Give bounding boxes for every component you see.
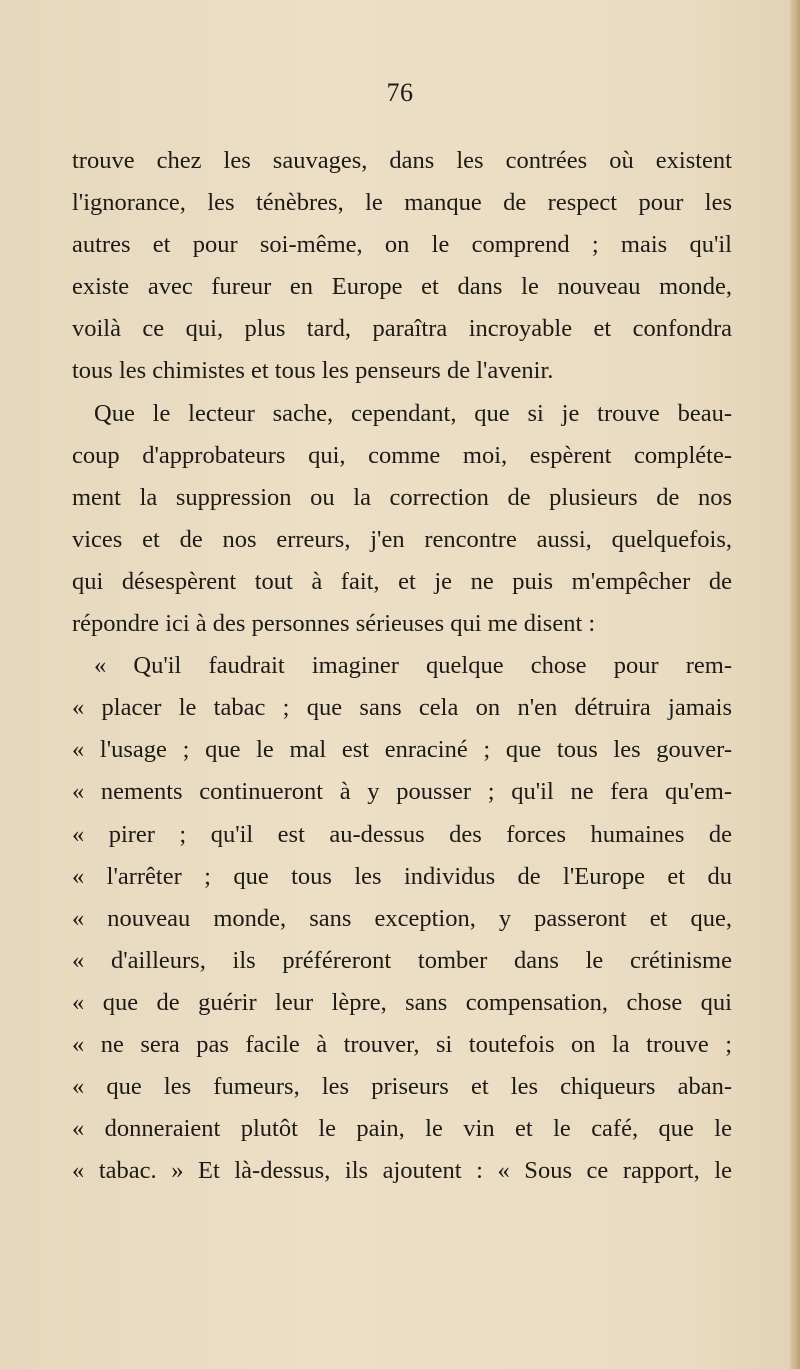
- text-line: voilà ce qui, plus tard, paraîtra incroyable et confondra: [72, 315, 732, 343]
- text-line: « l'usage ; que le mal est enraciné ; que tous les gouver-: [72, 736, 732, 764]
- text-line: « tabac. » Et là-dessus, ils ajoutent : « Sous ce rapport, le: [72, 1157, 732, 1185]
- text-line: existe avec fureur en Europe et dans le nouveau monde,: [72, 273, 732, 301]
- text-line: autres et pour soi-même, on le comprend ; mais qu'il: [72, 231, 732, 259]
- text-line: ment la suppression ou la correction de plusieurs de nos: [72, 483, 732, 511]
- page-edge: [790, 0, 800, 1369]
- text-line: coup d'approbateurs qui, comme moi, espèrent compléte-: [72, 441, 732, 469]
- page-number: 76: [386, 78, 414, 107]
- text-line: « nements continueront à y pousser ; qu'il ne fera qu'em-: [72, 778, 732, 806]
- text-line: « placer le tabac ; que sans cela on n'en détruira jamais: [72, 694, 732, 722]
- text-line: répondre ici à des personnes sérieuses qui me disent :: [72, 610, 596, 638]
- body-text: [72, 140, 732, 1192]
- text-line: vices et de nos erreurs, j'en rencontre aussi, quelquefois,: [72, 525, 732, 553]
- text-line: « Qu'il faudrait imaginer quelque chose pour rem-: [94, 652, 732, 680]
- text-line: tous les chimistes et tous les penseurs de l'avenir.: [72, 357, 554, 385]
- text-line: « d'ailleurs, ils préféreront tomber dans le crétinisme: [72, 946, 732, 974]
- text-line: « ne sera pas facile à trouver, si toutefois on la trouve ;: [72, 1030, 732, 1058]
- text-line: qui désespèrent tout à fait, et je ne puis m'empêcher de: [72, 567, 732, 595]
- text-line: trouve chez les sauvages, dans les contrées où existent: [72, 147, 732, 174]
- text-line: « que de guérir leur lèpre, sans compensation, chose qui: [72, 988, 732, 1016]
- text-line: « nouveau monde, sans exception, y passeront et que,: [72, 904, 732, 932]
- text-line: Que le lecteur sache, cependant, que si je trouve beau-: [94, 399, 732, 427]
- text-line: « l'arrêter ; que tous les individus de l'Europe et du: [72, 862, 732, 890]
- text-line: « que les fumeurs, les priseurs et les chiqueurs aban-: [72, 1073, 732, 1101]
- text-line: « pirer ; qu'il est au-dessus des forces humaines de: [72, 820, 732, 848]
- text-line: l'ignorance, les ténèbres, le manque de respect pour les: [72, 189, 732, 217]
- text-line: « donneraient plutôt le pain, le vin et le café, que le: [72, 1115, 732, 1143]
